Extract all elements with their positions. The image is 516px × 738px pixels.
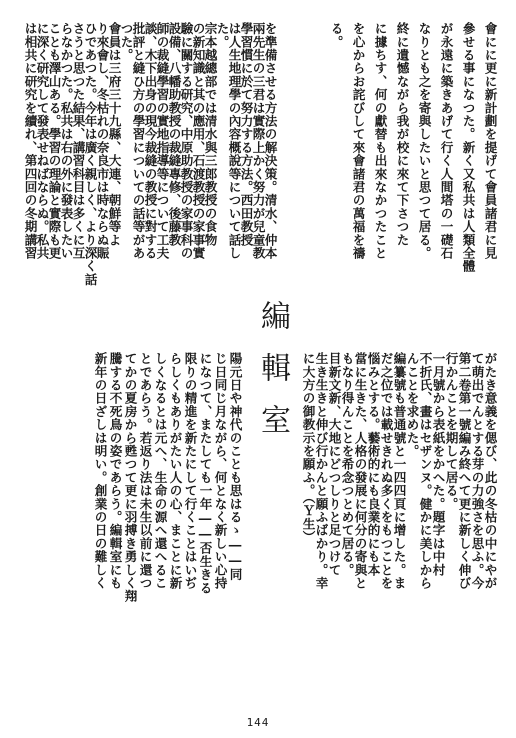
text-line: は人生地理學の內容概說等について話し: [226, 22, 242, 260]
text-line: に大方の御教示を願ふ。（Ｙ生）: [300, 352, 316, 544]
text-line: 惱みとする。藝術的にも良業的にも本: [365, 352, 381, 577]
text-line: 設備、八幡助教授の裁縫專修、後藤教: [166, 22, 182, 247]
text-line: らしくもありがたい人の心、まことに新: [167, 352, 183, 590]
text-line: もなり得んことを希念つとめて居る。: [339, 352, 355, 577]
text-line: なりとも之を寄與したいと思つて居る。: [416, 22, 432, 260]
text-line: の新知識と其の應用、石渡教授の家事實: [190, 22, 206, 260]
text-line: 行かんことを期して居る。: [443, 352, 459, 511]
text-line: がたき意義を偲び、此の冬枯の中にやが: [482, 352, 498, 590]
text-line: さうと思つた結果、講習科目は多くに互: [70, 22, 86, 260]
text-line: 批評と縫ひ方の學習についての話等があ: [130, 22, 146, 260]
text-line: る。: [328, 22, 344, 49]
page-number: 144: [246, 716, 270, 729]
text-line: 當に生きた、人格の發展に何分の寄與と: [352, 352, 368, 590]
text-line: 新年の日ざしは明い。創業の日の難しく: [92, 352, 108, 590]
text-line: 編纂號も普通號と一四四頁に增した。ま: [391, 352, 407, 590]
text-line: しくなるとは元へ、生命の源へ還へるこ: [152, 352, 168, 590]
text-line: ひであつた。今年は廣く親しく、より深く話: [82, 22, 98, 286]
section-heading: 編輯室: [255, 300, 290, 456]
text-line: 目新文新、大地にどつしりと足つけて: [326, 352, 342, 577]
text-line: が永遠に築きあげて行く人間塔の一礎石: [438, 22, 454, 260]
text-line: は相共に研究を續れ、第四回の冬期講習: [22, 22, 38, 260]
text-line: だ之位では載せきれぬ多くをもつことを: [378, 352, 394, 590]
text-line: 會員は三府三十九縣、大連、朝鮮等よ: [106, 22, 122, 247]
text-line: 談、木下出身の現今裁縫の教授に對する: [142, 22, 158, 260]
text-line: 一月號から表紙をかへた。題字は中村: [430, 352, 446, 577]
text-line: 學習慣に於て努力する方法。西田教授: [238, 22, 254, 247]
text-line: とであらう。若返り法は未生以前に還つ: [137, 352, 153, 590]
text-line: 陽元日や神代のことも思はるゝ――同: [227, 352, 243, 582]
text-line: んことを求めた。: [404, 352, 420, 458]
text-line: 生き生きと伸び行かんと願ふばかり。幸: [313, 352, 329, 590]
text-line: 終に遺憾ながら我が校に來て下さつた: [394, 22, 410, 247]
text-line: じ日同じ月ながら、何となく新しい心持: [212, 352, 228, 590]
text-line: 不折氏、畫はセザンヌ。健かに美しから: [417, 352, 433, 590]
text-line: 兩先生の三君は實際上かく努力が兒童教: [250, 22, 266, 260]
text-line: 騰する不死鳥の姿であらう。編輯室にも: [107, 352, 123, 590]
text-line: 限りの精進を新たにして行くことはいぢ: [182, 352, 198, 590]
text-line: を心からお詫びして來會諸君の萬福を禱: [350, 22, 366, 260]
text-line: 宗本越總部では清水與三郎教授の食物: [202, 22, 218, 247]
text-line: て萌出でんとする芽の力強さを思ふ。今: [469, 352, 485, 590]
text-line: 第二卷第一號編み終へて更に新しく伸び: [456, 352, 472, 590]
text-line: てかの夏房から甦つて更に羽搏き勇しく翔: [122, 352, 138, 603]
text-line: 會にに更に新計劃を提げて會員諸君に見: [482, 22, 498, 260]
text-line: らなかつた。私共は右の外に發表したい: [58, 22, 74, 260]
text-line: に據ちす、何の獻替も出來なかつたこと: [372, 22, 388, 260]
text-line: 參せる事になつた。新く又私共は人類全體: [460, 22, 476, 273]
text-line: ことも澤山ある。學習の理論と實際も更: [46, 22, 62, 260]
text-line: に深く研究して發表せねばならぬ。私共: [34, 22, 50, 260]
text-line: を準備させる方法の解決策。清水、仲本: [262, 22, 278, 260]
text-line: た。: [214, 22, 230, 49]
text-line: 驗に關する研究、中原助教授の家事科の: [178, 22, 194, 260]
text-line: 師の裁縫學習の實地指導等について工夫: [154, 22, 170, 260]
text-line: り來會し、冬枯れの奈良市は時ならぬ賑: [94, 22, 110, 260]
text-line: つた。: [118, 22, 134, 62]
text-line: になつて、またしても一年――否生きる: [197, 352, 213, 595]
